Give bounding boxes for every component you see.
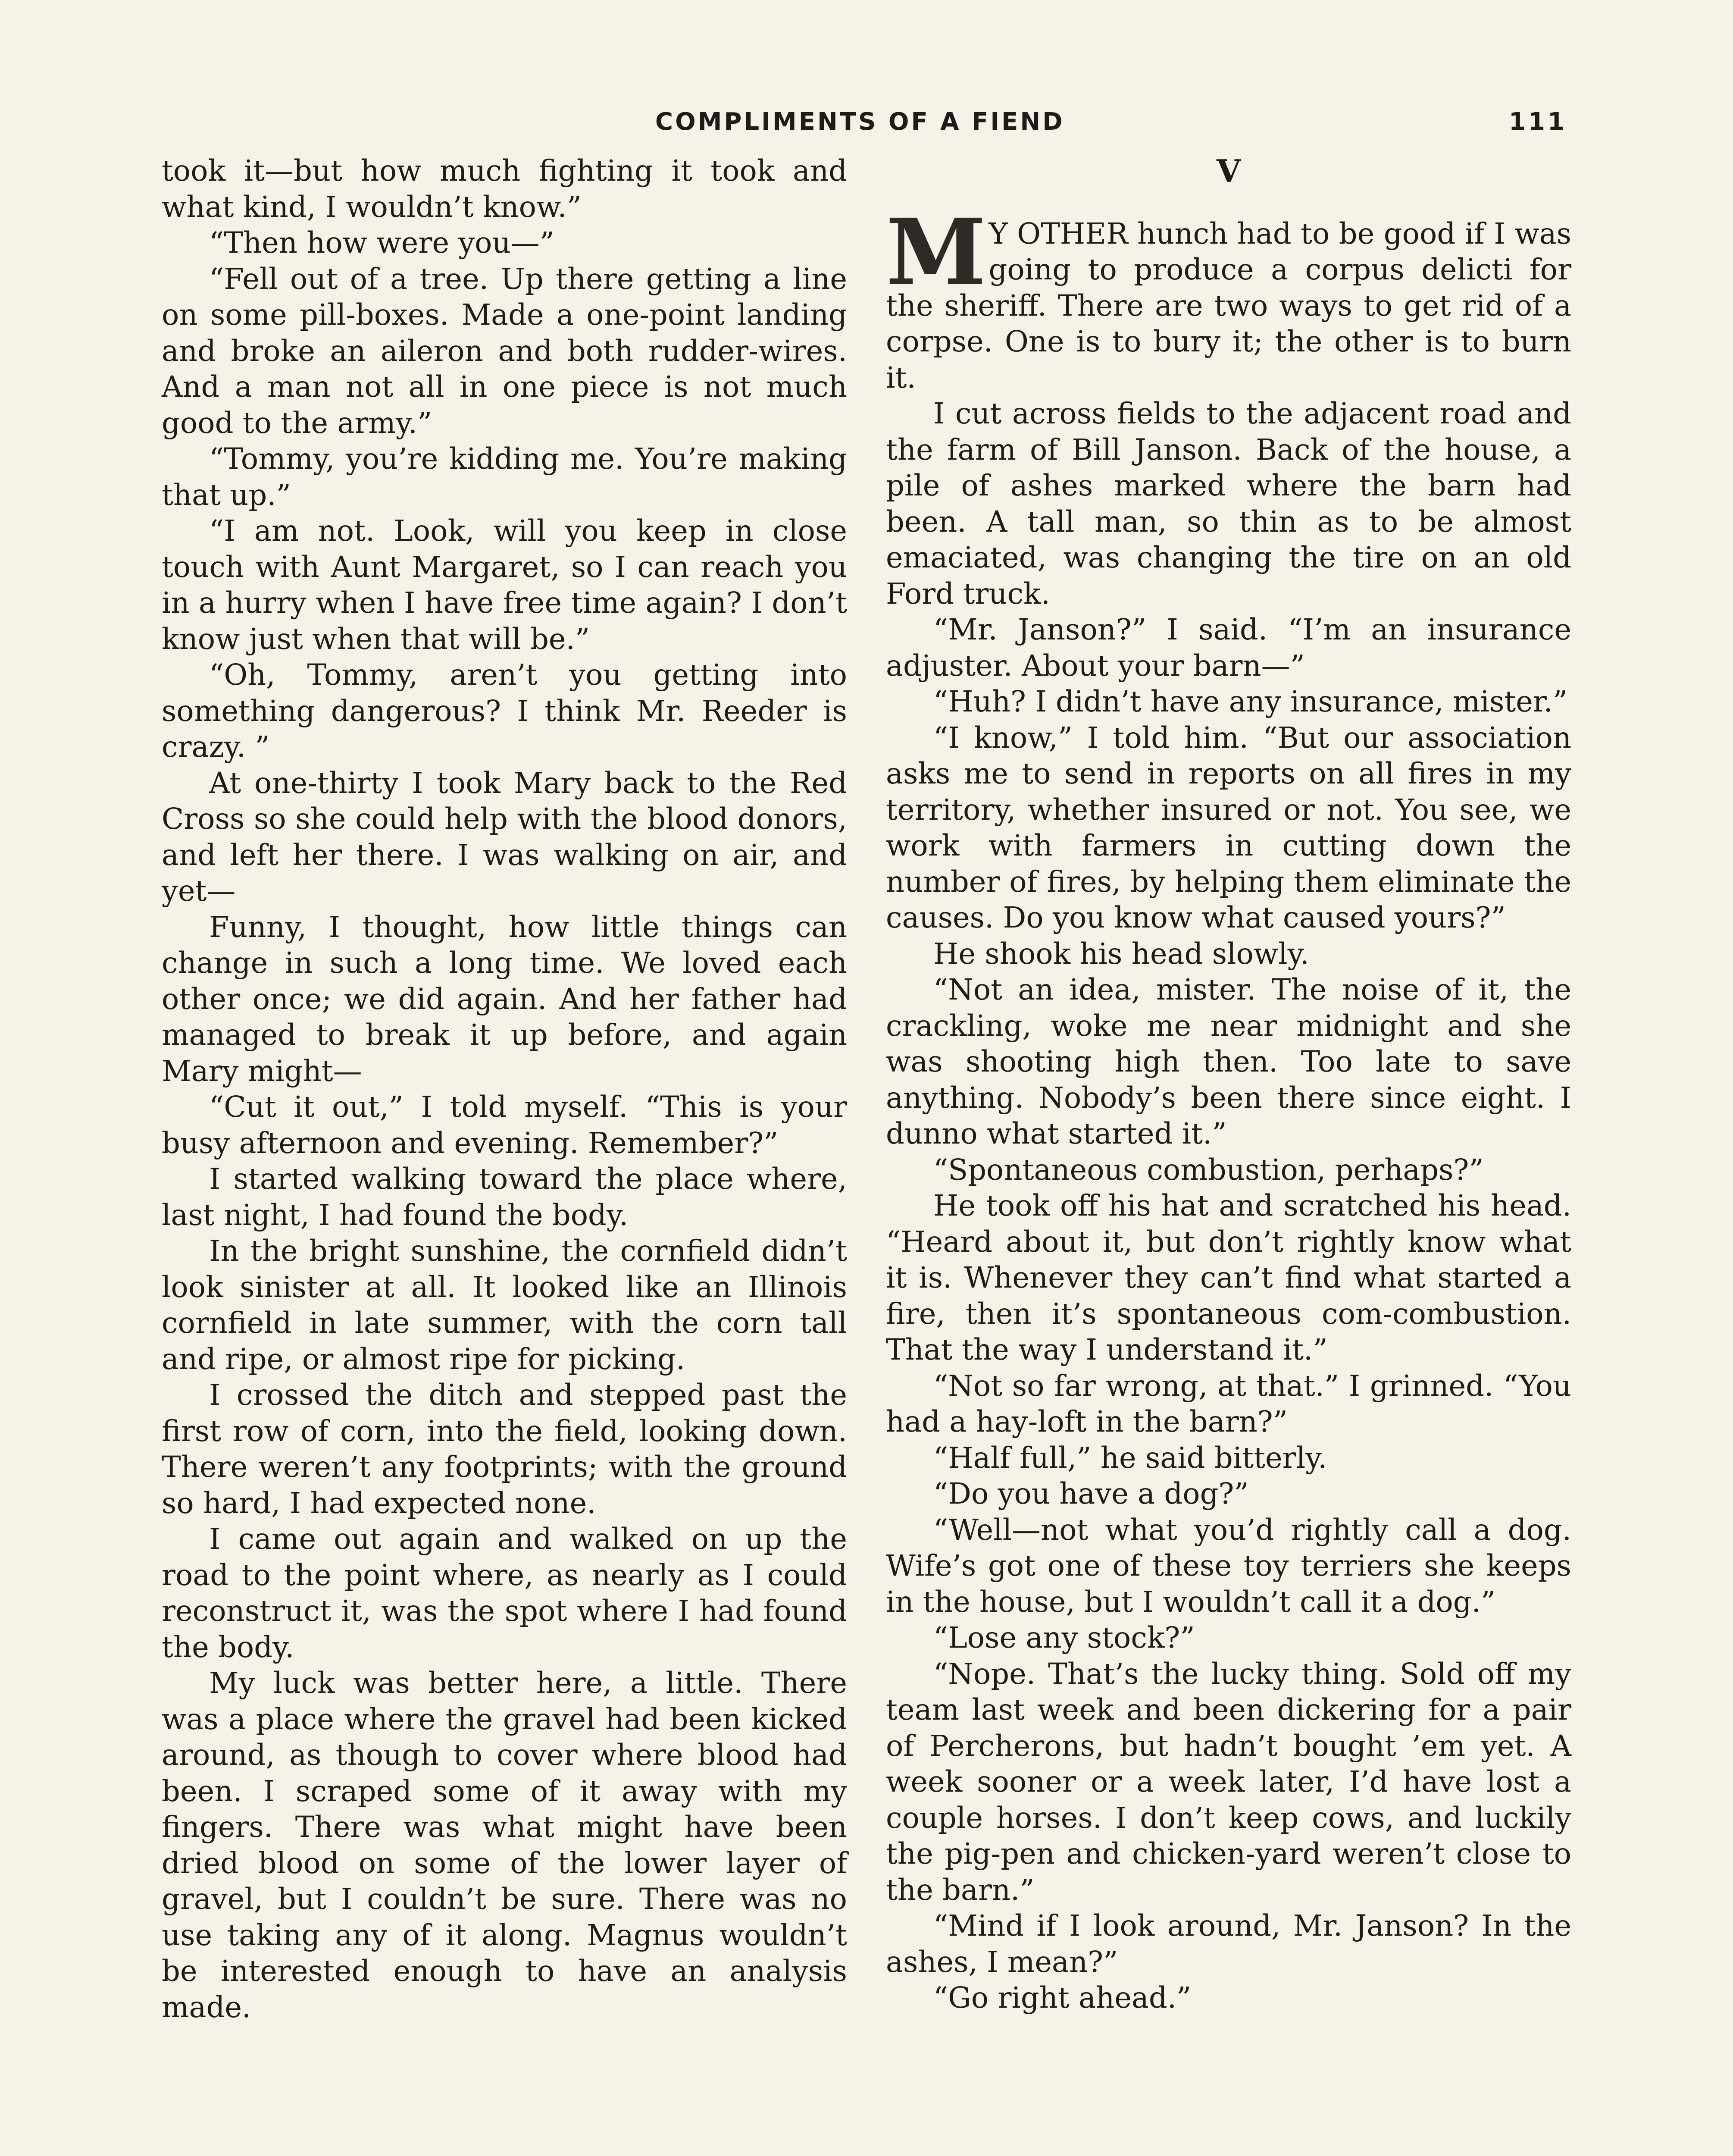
paragraph: “Huh? I didn’t have any insurance, mister.” [933,685,1568,718]
paragraph: “Go right ahead.” [933,1981,1192,2015]
section-number: V [1217,153,1241,189]
paragraph: “Cut it out,” I told myself. “This is your busy afternoon and evening. Remember?” [162,1090,847,1160]
paragraph: I cut across fields to the adjacent road and the farm of Bill Janson. Back of the house, a pile of ashes marked where the barn had been. A tall man, so thin as to be almost emaciated, was changing the tire on an old Ford truck. [886,397,1571,611]
paragraph: He took off his hat and scratched his head. “Heard about it, but don’t rightly know what it is. Whenever they can’t find what started a fire, then it’s spontaneous com-combustion. That the way I understand it.” [886,1189,1571,1366]
opening-text: Y OTHER hunch had to be good if I was going to produce a corpus delicti for the sheriff. There are two ways to get rid of a corpse. One is to bury it; the other is to burn it. [886,216,1571,395]
left-column [162,153,847,2025]
paragraph: “Not an idea, mister. The noise of it, the crackling, woke me near midnight and she was shooting high then. Too late to save anything. Nobody’s been there since eight. I dunno what started it.” [886,973,1571,1150]
paragraph: “Nope. That’s the lucky thing. Sold off my team last week and been dickering for a pair of Percherons, but hadn’t bought ’em yet. A week sooner or a week later, I’d have lost a couple horses. I don’t keep cows, and luckily the pig-pen and chicken-yard weren’t close to the barn.” [886,1657,1571,1907]
drop-cap: M [886,198,986,305]
paragraph: “Then how were you—” [209,226,554,260]
paragraph: He shook his head slowly. [933,937,1309,971]
paragraph: “Mind if I look around, Mr. Janson? In the ashes, I mean?” [886,1909,1571,1979]
paragraph: “I know,” I told him. “But our association asks me to send in reports on all fires in my territory, whether insured or not. You see, we work with farmers in cutting down the number of fires, by helping them eliminate the causes. Do you know what caused yours?” [886,721,1571,934]
paragraph: “Do you have a dog?” [933,1477,1249,1510]
paragraph: “Well—not what you’d rightly call a dog. Wife’s got one of these toy terriers she keeps in the house, but I wouldn’t call it a dog.” [886,1513,1571,1619]
paragraph: I crossed the ditch and stepped past the first row of corn, into the field, looking down. There weren’t any footprints; with the ground so hard, I had expected none. [162,1378,847,1520]
paragraph: “Oh, Tommy, aren’t you getting into something dangerous? I think Mr. Reeder is crazy. ” [162,658,847,764]
paragraph: At one-thirty I took Mary back to the Red Cross so she could help with the blood donors, and left her there. I was walking on air, and yet— [162,766,847,908]
running-head: COMPLIMENTS OF A FIEND [655,108,1065,136]
page-number: 111 [1509,108,1567,136]
paragraph: “Tommy, you’re kidding me. You’re making that up.” [162,442,847,512]
paragraph: Funny, I thought, how little things can change in such a long time. We loved each other once; we did again. And her father had managed to break it up before, and again Mary might— [162,910,847,1088]
paragraph: I came out again and walked on up the road to the point where, as nearly as I could reconstruct it, was the spot where I had found the body. [162,1522,847,1664]
paragraph: “Half full,” he said bitterly. [933,1441,1327,1475]
right-column [886,153,1571,2016]
paragraph: “Not so far wrong, at that.” I grinned. “You had a hay-loft in the barn?” [886,1369,1571,1438]
paragraph: “Fell out of a tree. Up there getting a line on some pill-boxes. Made a one-point landing and broke an aileron and both rudder-wires. And a man not all in one piece is not much good to the army.” [162,262,847,440]
paragraph: “Lose any stock?” [933,1621,1195,1655]
opening-paragraph [886,198,1571,396]
paragraph: I started walking toward the place where, last night, I had found the body. [162,1162,847,1232]
paragraph: “Mr. Janson?” I said. “I’m an insurance adjuster. About your barn—” [886,613,1571,683]
paragraph: In the bright sunshine, the cornfield didn’t look sinister at all. It looked like an Illinois cornfield in late summer, with the corn tall and ripe, or almost ripe for picking. [162,1234,847,1376]
paragraph: “I am not. Look, will you keep in close touch with Aunt Margaret, so I can reach you in a hurry when I have free time again? I don’t know just when that will be.” [162,514,847,656]
paragraph: “Spontaneous combustion, perhaps?” [933,1153,1484,1187]
paragraph: My luck was better here, a little. There was a place where the gravel had been kicked around, as though to cover where blood had been. I scraped some of it away with my fingers. There was what might have been dried blood on some of the lower layer of gravel, but I couldn’t be sure. There was no use taking any of it along. Magnus wouldn’t be interested enough to have an analysis made. [162,1666,847,2024]
paragraph: took it—but how much fighting it took and what kind, I wouldn’t know.” [162,154,847,224]
